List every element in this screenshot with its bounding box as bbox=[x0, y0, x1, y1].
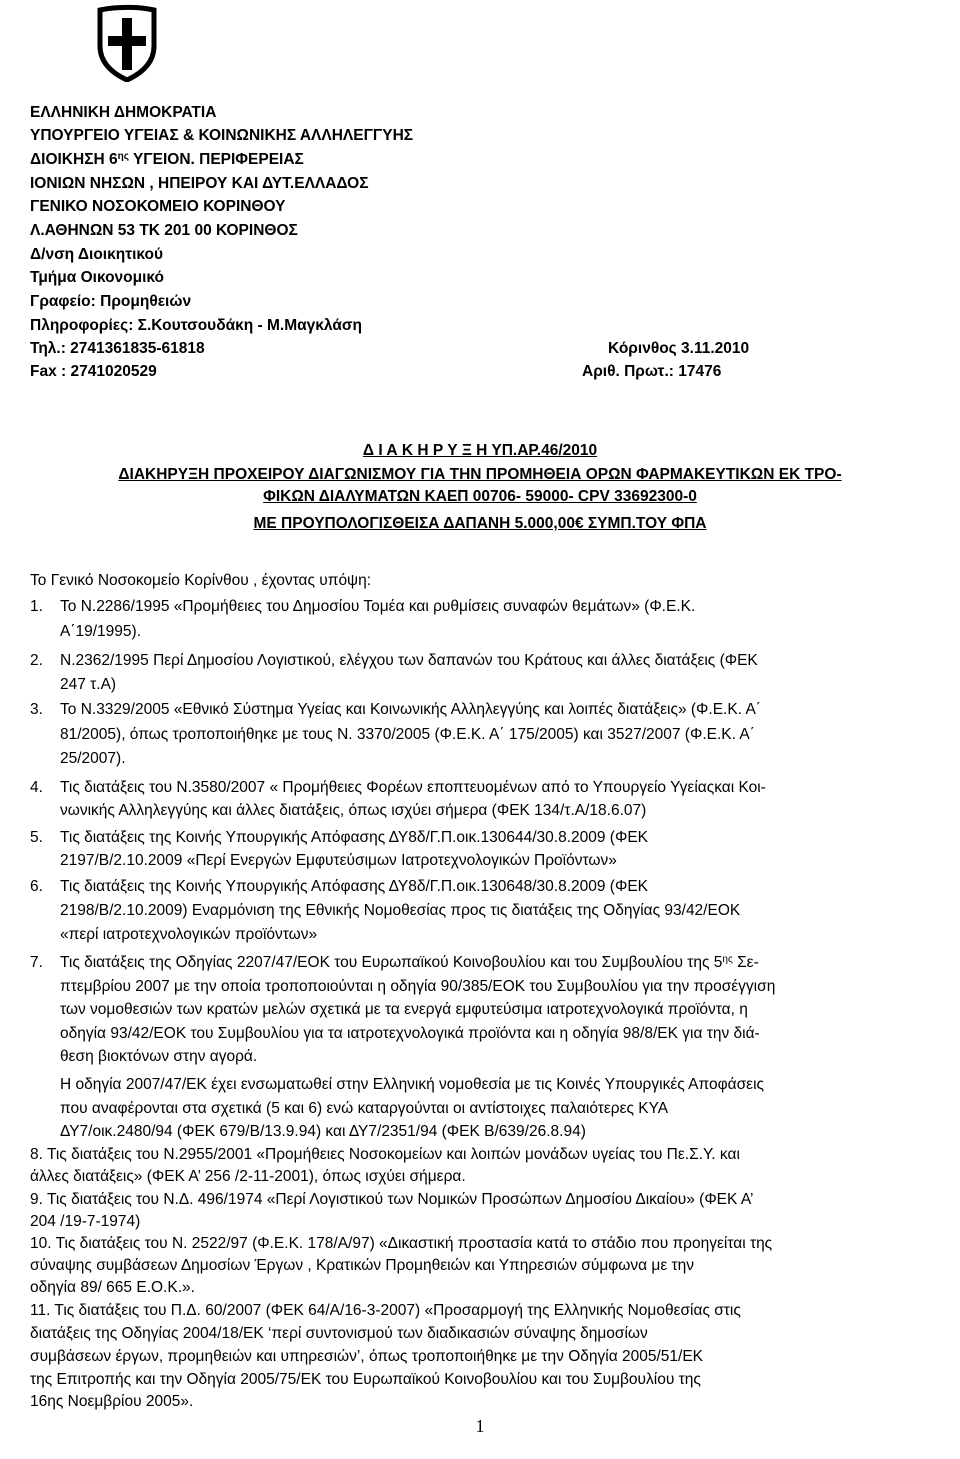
list-item-11: 11. Τις διατάξεις του Π.Δ. 60/2007 (ΦΕΚ 64/Α/16-3-2007) «Προσαρμογή της Ελληνικής Νομοθεσίας στις bbox=[30, 1302, 741, 1319]
list-item-11-cont: διατάξεις της Οδηγίας 2004/18/ΕΚ ‘περί συντονισμού των διαδικασιών σύναψης δημοσίων bbox=[30, 1325, 648, 1342]
place-date: Κόρινθος 3.11.2010 bbox=[608, 340, 750, 357]
header-fax: Fax : 2741020529 bbox=[30, 363, 157, 380]
paragraph-7-line1: Η οδηγία 2007/47/ΕΚ έχει ενσωματωθεί στην Ελληνική νομοθεσία με τις Κοινές Υπουργικές Αποφάσεις bbox=[60, 1076, 764, 1093]
list-item-6-cont2: «περί ιατροτεχνολογικών προϊόντων» bbox=[60, 926, 318, 943]
header-line-7: Δ/νση Διοικητικού bbox=[30, 246, 164, 263]
header-line-9: Γραφείο: Προμηθειών bbox=[30, 293, 192, 310]
list-item-6-cont: 2198/Β/2.10.2009) Εναρμόνιση της Εθνικής Νομοθεσίας προς τις διατάξεις της Οδηγίας 93/42/ΕΟΚ bbox=[60, 902, 741, 919]
list-item-8: 8. Τις διατάξεις του Ν.2955/2001 «Προμήθειες Νοσοκομείων και λοιπών μονάδων υγείας του Πε.Σ.Υ. και bbox=[30, 1146, 740, 1163]
list-item-10-cont2: οδηγία 89/ 665 Ε.Ο.Κ.». bbox=[30, 1279, 195, 1296]
header-line-2: ΥΠΟΥΡΓΕΙΟ ΥΓΕΙΑΣ & ΚΟΙΝΩΝΙΚΗΣ ΑΛΛΗΛΕΓΓΥΗΣ bbox=[30, 127, 414, 144]
list-item-7-cont1: πτεμβρίου 2007 με την οποία τροποποιούνται η οδηγία 90/385/ΕΟΚ του Συμβουλίου για την προσέγγιση bbox=[60, 978, 776, 995]
list-item-4-cont: νωνικής Αλληλεγγύης και άλλες διατάξεις, όπως ισχύει σήμερα (ΦΕΚ 134/τ.Α/18.6.07) bbox=[60, 802, 647, 819]
header-line-6: Λ.ΑΘΗΝΩΝ 53 ΤΚ 201 00 ΚΟΡΙΝΘΟΣ bbox=[30, 222, 298, 239]
list-item-7: 7. Τις διατάξεις της Οδηγίας 2207/47/ΕΟΚ του Ευρωπαϊκού Κοινοβουλίου και του Συμβουλίου της $5^{\eta\varsigma}$ Σε- bbox=[30, 954, 759, 971]
list-item-3-cont2: 25/2007). bbox=[60, 750, 126, 767]
list-item-3-cont: 81/2005), όπως τροποποιήθηκε με τους Ν. 3370/2005 (Φ.Ε.Κ. Α΄ 175/2005) και 3527/2007 (Φ.Ε.Κ. Α΄ bbox=[60, 726, 755, 743]
list-item-11-cont3: της Επιτροπής και την Οδηγία 2005/75/ΕΚ του Ευρωπαϊκού Κοινοβουλίου και του Συμβουλίου της bbox=[30, 1371, 701, 1388]
list-item-5: 5. Τις διατάξεις της Κοινής Υπουργικής Απόφασης ΔΥ8δ/Γ.Π.οικ.130644/30.8.2009 (ΦΕΚ bbox=[30, 829, 649, 846]
list-item-1-cont: Α΄19/1995). bbox=[60, 623, 141, 640]
list-item-3: 3. Το Ν.3329/2005 «Εθνικό Σύστημα Υγείας και Κοινωνικής Αλληλεγγύης και λοιπές διατάξεις» (Φ.Ε.Κ. Α΄ bbox=[30, 701, 761, 718]
list-item-10: 10. Τις διατάξεις του Ν. 2522/97 (Φ.Ε.Κ. 178/Α/97) «Δικαστική προστασία κατά το στάδιο που προηγείται της bbox=[30, 1235, 773, 1252]
list-item-5-cont: 2197/Β/2.10.2009 «Περί Ενεργών Εμφυτεύσιμων Ιατροτεχνολογικών Προϊόντων» bbox=[60, 852, 617, 869]
header-line-10: Πληροφορίες: Σ.Κουτσουδάκη - Μ.Μαγκλάση bbox=[30, 317, 362, 334]
title-line-3: ΦΙΚΩΝ ΔΙΑΛΥΜΑΤΩΝ ΚΑΕΠ 00706- 59000- CPV 33692300-0 bbox=[263, 488, 697, 505]
list-item-6: 6. Τις διατάξεις της Κοινής Υπουργικής Απόφασης ΔΥ8δ/Γ.Π.οικ.130648/30.8.2009 (ΦΕΚ bbox=[30, 878, 649, 895]
page-number: 1 bbox=[475, 1416, 485, 1436]
header-line-5: ΓΕΝΙΚΟ ΝΟΣΟΚΟΜΕΙΟ ΚΟΡΙΝΘΟΥ bbox=[30, 198, 286, 215]
header-line-4: ΙΟΝΙΩΝ ΝΗΣΩΝ , ΗΠΕΙΡΟΥ ΚΑΙ ΔΥΤ.ΕΛΛΑΔΟΣ bbox=[30, 175, 369, 192]
list-item-2-cont: 247 τ.Α) bbox=[60, 676, 117, 693]
list-item-11-cont2: συμβάσεων έργων, προμηθειών και υπηρεσιών’, όπως τροποποιήθηκε με την Οδηγία 2005/51/ΕΚ bbox=[30, 1348, 704, 1365]
list-item-7-cont4: θεση βιοκτόνων στην αγορά. bbox=[60, 1048, 258, 1065]
list-item-9: 9. Τις διατάξεις του Ν.Δ. 496/1974 «Περί Λογιστικού των Νομικών Προσώπων Δημοσίου Δικαίου» (ΦΕΚ Α’ bbox=[30, 1191, 754, 1208]
paragraph-7-line2: που αναφέρονται στα σχετικά (5 και 6) ενώ καταργούνται οι αντίστοιχες παλαιότερες ΚΥΑ bbox=[60, 1100, 669, 1117]
title-line-1: Δ Ι Α Κ Η Ρ Υ Ξ Η ΥΠ.ΑΡ.46/2010 bbox=[362, 442, 598, 459]
title-line-4: ΜΕ ΠΡΟΥΠΟΛΟΓΙΣΘΕΙΣΑ ΔΑΠΑΝΗ 5.000,00€ ΣΥΜΠ.ΤΟΥ ΦΠΑ bbox=[253, 515, 707, 532]
header-phone: Τηλ.: 2741361835-61818 bbox=[30, 340, 205, 357]
list-item-11-cont4: 16ης Νοεμβρίου 2005». bbox=[30, 1393, 194, 1410]
list-item-7-cont3: οδηγία 93/42/ΕΟΚ του Συμβουλίου για τα ιατροτεχνολογικά προϊόντα και η οδηγία 98/8/ΕΚ για την διά- bbox=[60, 1025, 760, 1042]
list-item-8-cont: άλλες διατάξεις» (ΦΕΚ Α’ 256 /2-11-2001), όπως ισχύει σήμερα. bbox=[30, 1168, 466, 1185]
header-line-3: ΔΙΟΙΚΗΣΗ $6^{\eta\varsigma}$ ΥΓΕΙΟΝ. ΠΕΡΙΦΕΡΕΙΑΣ bbox=[30, 151, 304, 168]
list-item-10-cont: σύναψης συμβάσεων Δημοσίων Έργων , Κρατικών Προμηθειών και Υπηρεσιών σύμφωνα με την bbox=[30, 1257, 695, 1274]
list-item-1: 1. Το Ν.2286/1995 «Προμήθειες του Δημοσίου Τομέα και ρυθμίσεις συναφών θεμάτων» (Φ.Ε.Κ. bbox=[30, 598, 696, 615]
paragraph-7-line3: ΔΥ7/οικ.2480/94 (ΦΕΚ 679/Β/13.9.94) και ΔΥ7/2351/94 (ΦΕΚ Β/639/26.8.94) bbox=[60, 1123, 586, 1140]
header-line-8: Τμήμα Οικονομικό bbox=[30, 269, 165, 286]
list-item-2: 2. Ν.2362/1995 Περί Δημοσίου Λογιστικού, ελέγχου των δαπανών του Κράτους και άλλες διατάξεις (ΦΕΚ bbox=[30, 652, 758, 669]
coat-of-arms-icon bbox=[94, 2, 160, 82]
list-item-4: 4. Τις διατάξεις του Ν.3580/2007 « Προμήθειες Φορέων εποπτευομένων από το Υπουργείο Υγείαςκαι Κοι- bbox=[30, 779, 766, 796]
list-item-7-cont2: των νομοθεσιών των κρατών μελών σχετικά με τα ενεργά εμφυτεύσιμα ιατροτεχνολογικά προϊόντα, η bbox=[60, 1001, 748, 1018]
protocol-number: Αριθ. Πρωτ.: 17476 bbox=[582, 363, 722, 380]
header-line-1: ΕΛΛΗΝΙΚΗ ΔΗΜΟΚΡΑΤΙΑ bbox=[30, 104, 217, 121]
intro-text: Το Γενικό Νοσοκομείο Κορίνθου , έχοντας υπόψη: bbox=[30, 572, 372, 589]
title-line-2: ΔΙΑΚΗΡΥΞΗ ΠΡΟΧΕΙΡΟΥ ΔΙΑΓΩΝΙΣΜΟΥ ΓΙΑ ΤΗΝ ΠΡΟΜΗΘΕΙΑ ΟΡΩΝ ΦΑΡΜΑΚΕΥΤΙΚΩΝ ΕΚ ΤΡΟ- bbox=[118, 466, 842, 483]
list-item-9-cont: 204 /19-7-1974) bbox=[30, 1213, 141, 1230]
